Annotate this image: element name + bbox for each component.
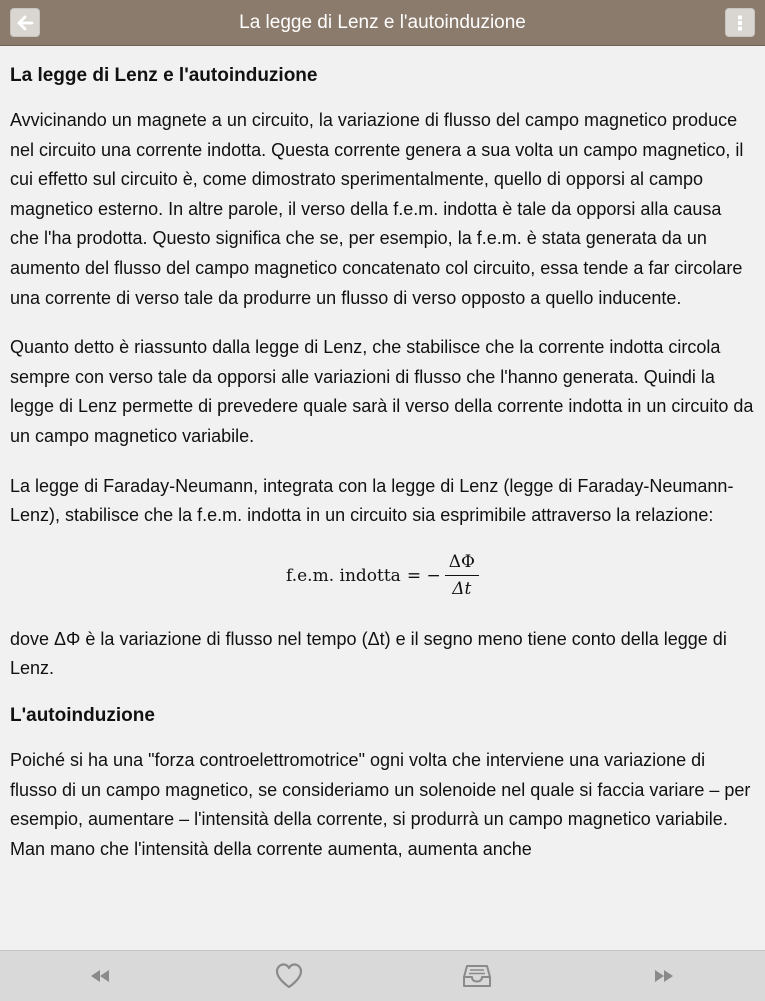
next-button[interactable] xyxy=(634,951,694,1001)
overflow-menu-button[interactable] xyxy=(725,8,755,37)
fast-forward-icon xyxy=(653,969,675,983)
section-subheading: L'autoinduzione xyxy=(10,704,155,726)
article-paragraph: Poiché si ha una "forza controelettromotrice" ogni volta che interviene una variazione di flusso di un campo magnetico, se consideriamo un solenoide nel quale si faccia variare – per esempio, aumentare – l'intensità della corrente, si produrrà un campo magnetico variabile. Man mano che l'intensità della corrente aumenta, aumenta anche xyxy=(10,749,751,859)
formula-lhs: f.e.m. indotta xyxy=(286,565,401,586)
bottom-toolbar xyxy=(0,950,765,1001)
arrow-left-icon xyxy=(16,14,34,32)
vertical-dots-icon xyxy=(731,14,749,32)
formula xyxy=(10,541,755,611)
article-paragraph: Avvicinando un magnete a un circuito, la variazione di flusso del campo magnetico produce nel circuito una corrente indotta. Questa corrente genera a sua volta un campo magnetico, il cui effetto sul circuito è, come dimostrato sperimentalmente, quello di opporsi al campo magnetico esterno. In altre parole, il verso della f.e.m. indotta è tale da opporsi alla causa che l'ha prodotta. Questo significa che se, per esempio, la f.e.m. è stata generata da un aumento del flusso del campo magnetico concatenato col circuito, essa tende a far circolare una corrente di verso tale da produrre un flusso di verso opposto a quello inducente. xyxy=(10,110,744,308)
formula-numerator: ΔΦ xyxy=(445,552,479,576)
article-paragraph: dove ΔΦ è la variazione di flusso nel tempo (Δt) e il segno meno tiene conto della legge di Lenz. xyxy=(10,628,727,679)
back-button[interactable] xyxy=(10,8,40,37)
article-heading: La legge di Lenz e l'autoinduzione xyxy=(10,65,318,86)
top-app-bar xyxy=(0,0,765,46)
article-paragraph: Quanto detto è riassunto dalla legge di Lenz, che stabilisce che la corrente indotta circola sempre con verso tale da opporsi alle variazioni di flusso che l'hanno generata. Quindi la legge di Lenz permette di prevedere quale sarà il verso della corrente indotta in un circuito da un campo magnetico variabile. xyxy=(10,337,754,446)
article-paragraph: La legge di Faraday-Neumann, integrata con la legge di Lenz (legge di Faraday-Neumann-Lenz), stabilisce che la f.e.m. indotta in un circuito sia esprimibile attraverso la relazione: xyxy=(10,475,734,526)
inbox-icon xyxy=(462,963,492,989)
page-title: La legge di Lenz e l'autoinduzione xyxy=(239,12,526,33)
archive-button[interactable] xyxy=(447,951,507,1001)
formula-denominator: Δt xyxy=(452,579,472,600)
previous-button[interactable] xyxy=(70,951,130,1001)
formula-equals: = − xyxy=(406,565,441,586)
article-scroll-area[interactable] xyxy=(0,46,765,950)
heart-icon xyxy=(274,962,304,990)
formula-fraction xyxy=(445,552,479,599)
rewind-icon xyxy=(89,969,111,983)
favorite-button[interactable] xyxy=(259,951,319,1001)
